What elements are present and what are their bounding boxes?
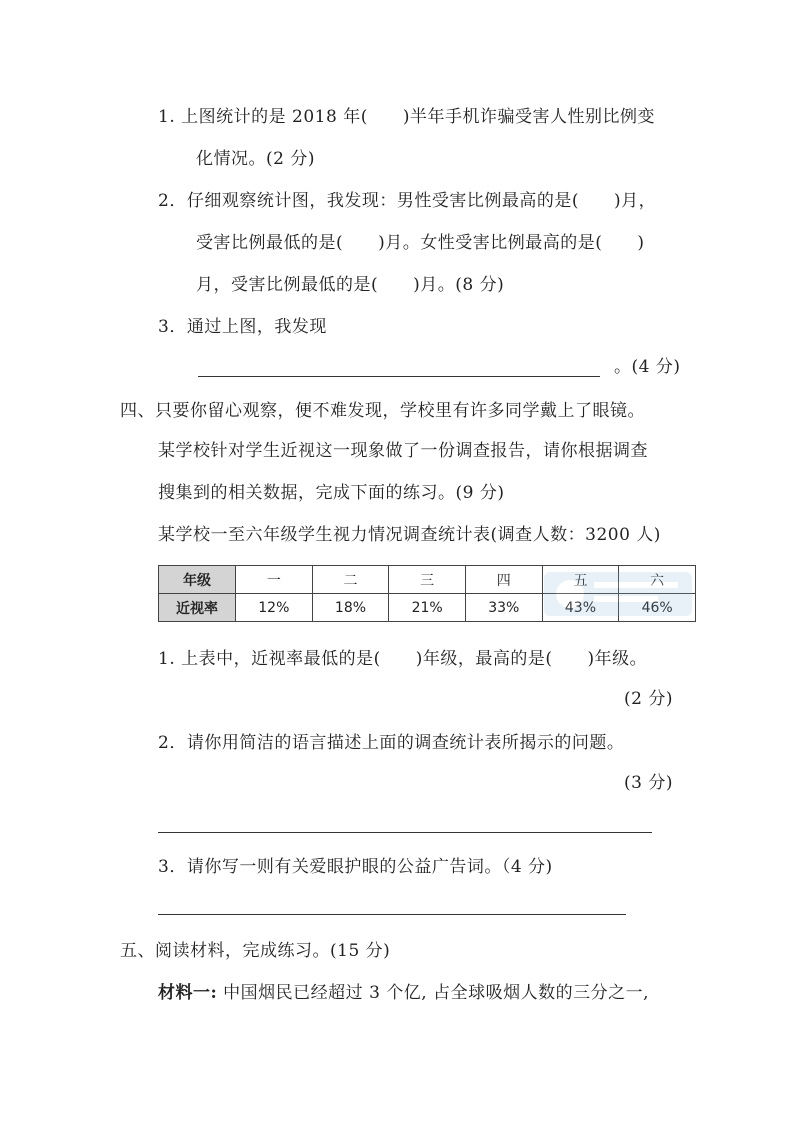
rate-cell: 18%	[312, 594, 389, 622]
material-label: 材料一:	[158, 983, 218, 1003]
s3-q2-cont1: 受害比例最低的是( )月。女性受害比例最高的是( )	[196, 233, 645, 253]
s3-q3: 3．通过上图，我发现	[158, 317, 327, 337]
s3-q1-cont: 化情况。(2 分)	[196, 149, 315, 169]
grade-cell: 六	[619, 566, 696, 594]
table-row	[159, 566, 696, 594]
table-row	[159, 594, 696, 622]
grade-cell: 三	[389, 566, 466, 594]
rate-cell: 33%	[465, 594, 542, 622]
s4-heading: 四、只要你留心观察，便不难发现，学校里有许多同学戴上了眼镜。	[120, 401, 645, 421]
s3-q3-score: 。(4 分)	[614, 357, 681, 377]
grade-cell: 一	[236, 566, 313, 594]
s5-material-1	[158, 982, 649, 1004]
rate-cell: 46%	[619, 594, 696, 622]
table-row-header-grade: 年级	[159, 566, 236, 594]
s4-q1: 1. 上表中，近视率最低的是( )年级，最高的是( )年级。	[158, 649, 648, 669]
s4-q1-score: (2 分)	[624, 689, 673, 709]
s3-q3-answer-line[interactable]	[198, 376, 600, 377]
s4-intro-1: 某学校针对学生近视这一现象做了一份调查报告，请你根据调查	[158, 441, 648, 461]
material-text: 中国烟民已经超过 3 个亿, 占全球吸烟人数的三分之一,	[217, 983, 650, 1003]
s4-table-title: 某学校一至六年级学生视力情况调查统计表(调查人数：3200 人)	[158, 525, 661, 545]
s3-q2: 2．仔细观察统计图，我发现：男性受害比例最高的是( )月，	[158, 191, 657, 211]
grade-cell: 五	[542, 566, 619, 594]
s4-q2: 2．请你用简洁的语言描述上面的调查统计表所揭示的问题。	[158, 733, 625, 753]
rate-cell: 12%	[236, 594, 313, 622]
s4-q3-answer-line[interactable]	[158, 914, 626, 915]
s4-q2-score: (3 分)	[624, 773, 673, 793]
grade-cell: 四	[465, 566, 542, 594]
rate-cell: 43%	[542, 594, 619, 622]
grade-cell: 二	[312, 566, 389, 594]
s3-q2-cont2: 月，受害比例最低的是( )月。(8 分)	[196, 275, 505, 295]
s4-q3: 3．请你写一则有关爱眼护眼的公益广告词。（4 分)	[158, 857, 553, 877]
s5-heading: 五、阅读材料，完成练习。(15 分)	[120, 941, 391, 961]
s3-q1: 1. 上图统计的是 2018 年( )半年手机诈骗受害人性别比例变	[158, 107, 655, 127]
table-row-header-rate: 近视率	[159, 594, 236, 622]
s4-intro-2: 搜集到的相关数据，完成下面的练习。(9 分)	[158, 483, 505, 503]
s4-q2-answer-line[interactable]	[158, 832, 652, 833]
rate-cell: 21%	[389, 594, 466, 622]
vision-survey-table	[158, 565, 696, 622]
